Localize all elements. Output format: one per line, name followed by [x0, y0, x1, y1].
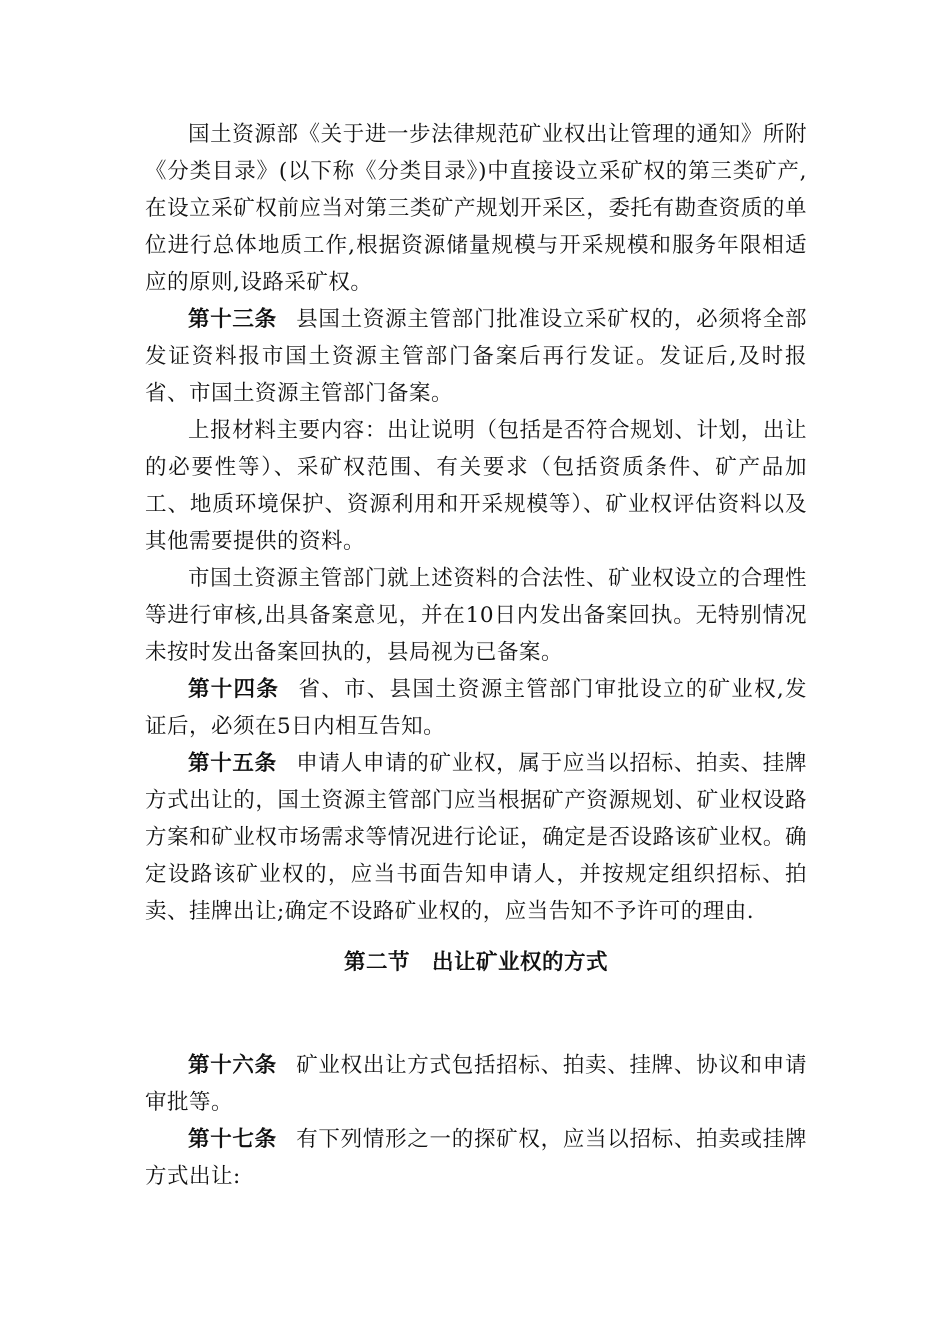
article-number: 第十三条 — [188, 307, 277, 332]
paragraph-city-review — [145, 560, 807, 671]
paragraph-text: 申请人申请的矿业权，属于应当以招标、拍卖、挂牌方式出让的，国土资源主管部门应当根据矿产资源规划、矿业权设路方案和矿业权市场需求等情况进行论证，确定是否设路该矿业权。确定设路该矿业权的，应当书面告知申请人，并按规定组织招标、拍卖、挂牌出让;确定不设路矿业权的，应当告知不予许可的理由. — [145, 751, 807, 924]
paragraph-text: 市国土资源主管部门就上述资料的合法性、矿业权设立的合理性等进行审核,出具备案意见，并在10日内发出备案回执。无特别情况未按时发出备案回执的，县局视为已备案。 — [145, 566, 807, 665]
paragraph-text: 矿业权出让方式包括招标、拍卖、挂牌、协议和申请审批等。 — [145, 1053, 807, 1115]
paragraph-text: 国土资源部《关于进一步法律规范矿业权出让管理的通知》所附《分类目录》(以下称《分类目录》)中直接设立采矿权的第三类矿产,在设立采矿权前应当对第三类矿产规划开采区，委托有勘查资质的单位进行总体地质工作,根据资源储量规模与开采规模和服务年限相适应的原则,设路采矿权。 — [145, 122, 807, 295]
section-heading: 第二节 出让矿业权的方式 — [343, 950, 608, 975]
document-page — [145, 116, 807, 1195]
article-16 — [145, 1047, 807, 1121]
paragraph-intro — [145, 116, 807, 301]
paragraph-text: 县国土资源主管部门批准设立采矿权的，必须将全部发证资料报市国土资源主管部门备案后再行发证。发证后,及时报省、市国土资源主管部门备案。 — [145, 307, 807, 406]
article-number: 第十五条 — [188, 751, 277, 776]
paragraph-text: 有下列情形之一的探矿权，应当以招标、拍卖或挂牌方式出让: — [145, 1127, 807, 1189]
article-17 — [145, 1121, 807, 1195]
paragraph-text: 省、市、县国土资源主管部门审批设立的矿业权,发证后，必须在5日内相互告知。 — [145, 677, 807, 739]
article-15 — [145, 745, 807, 930]
article-number: 第十四条 — [188, 677, 280, 702]
article-13 — [145, 301, 807, 412]
article-14 — [145, 671, 807, 745]
paragraph-report-materials — [145, 412, 807, 560]
paragraph-text: 上报材料主要内容：出让说明（包括是否符合规划、计划，出让的必要性等）、采矿权范围、有关要求（包括资质条件、矿产品加工、地质环境保护、资源利用和开采规模等）、矿业权评估资料以及其他需要提供的资料。 — [145, 418, 807, 554]
article-number: 第十六条 — [188, 1053, 277, 1078]
article-number: 第十七条 — [188, 1127, 277, 1152]
